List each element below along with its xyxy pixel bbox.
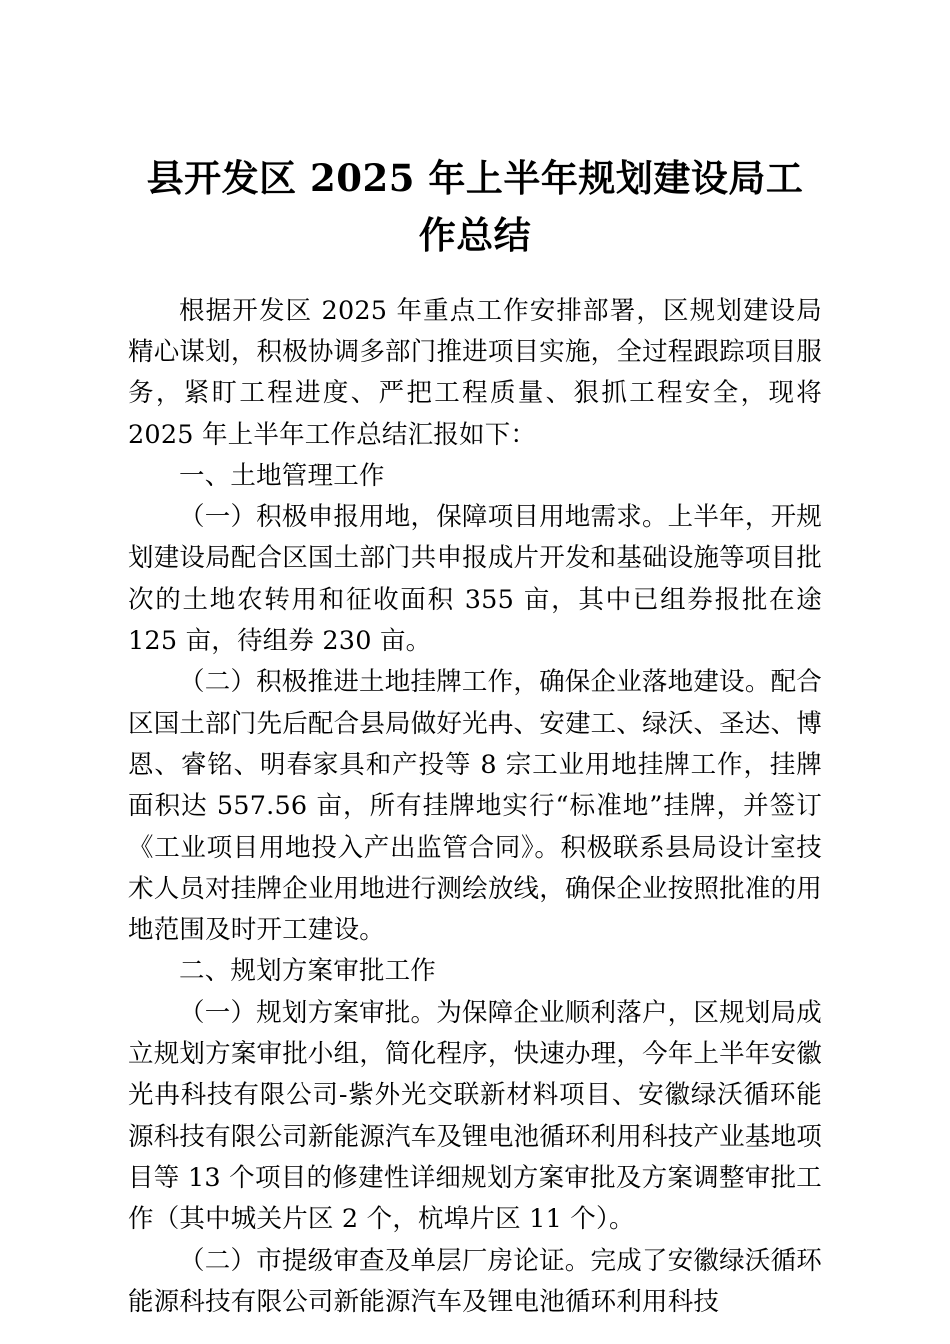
- paragraph: （一）积极申报用地，保障项目用地需求。上半年，开规划建设局配合区国土部门共申报成片开发和基础设施等项目批次的土地农转用和征收面积 355 亩，其中已组券报批在途 125 亩，待组券 230 亩。: [128, 502, 822, 657]
- paragraph: （一）规划方案审批。为保障企业顺利落户，区规划局成立规划方案审批小组，简化程序，快速办理，今年上半年安徽光冉科技有限公司-紫外光交联新材料项目、安徽绿沃循环能源科技有限公司新能源汽车及锂电池循环利用科技产业基地项目等 13 个项目的修建性详细规划方案审批及方案调整审批工作（其中城关片区 2 个，杭埠片区 11 个）。: [128, 997, 822, 1235]
- document-body: [128, 291, 822, 1323]
- paragraph: （二）市提级审查及单层厂房论证。完成了安徽绿沃循环能源科技有限公司新能源汽车及锂电池循环利用科技: [128, 1245, 822, 1317]
- paragraph: 二、规划方案审批工作: [179, 956, 437, 987]
- paragraph: （二）积极推进土地挂牌工作，确保企业落地建设。配合区国土部门先后配合县局做好光冉、安建工、绿沃、圣达、博恩、睿铭、明春家具和产投等 8 宗工业用地挂牌工作，挂牌面积达 557.56 亩，所有挂牌地实行“标准地”挂牌，并签订《工业项目用地投入产出监管合同》。积极联系县局设计室技术人员对挂牌企业用地进行测绘放线，确保企业按照批准的用地范围及时开工建设。: [128, 667, 822, 946]
- page-title: 县开发区 2025 年上半年规划建设局工作总结: [146, 156, 804, 258]
- paragraph: 一、土地管理工作: [179, 460, 385, 491]
- paragraph: 根据开发区 2025 年重点工作安排部署，区规划建设局精心谋划，积极协调多部门推进项目实施，全过程跟踪项目服务，紧盯工程进度、严把工程质量、狠抓工程安全，现将 2025 年上半年工作总结汇报如下：: [128, 295, 822, 450]
